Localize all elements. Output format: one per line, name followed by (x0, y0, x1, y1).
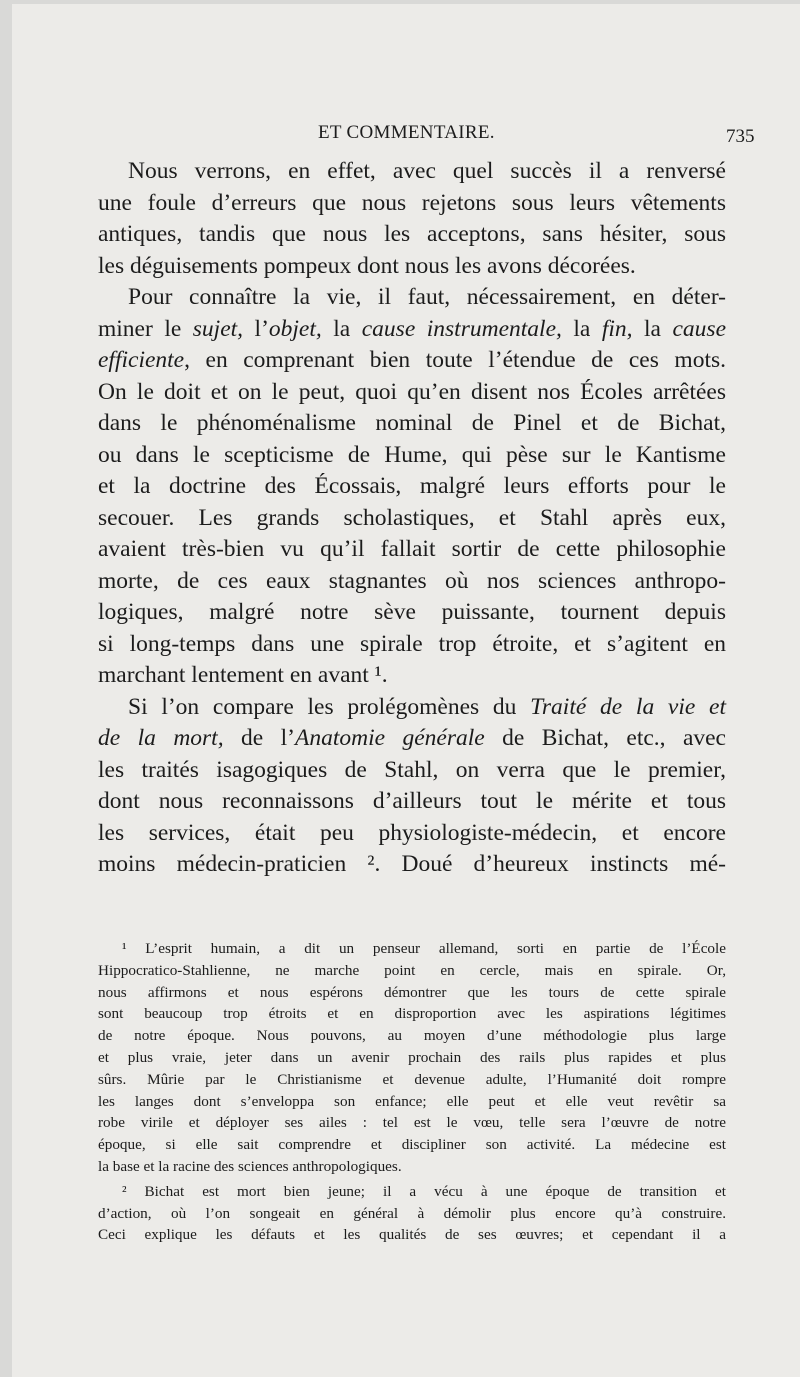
text-line: une foule d’erreurs que nous rejetons sous leurs vêtements (98, 189, 726, 216)
text-line: les services, était peu physiologiste-médecin, et encore (98, 819, 726, 846)
text-line: miner le sujet, l’objet, la cause instrumentale, la fin, la cause (98, 315, 727, 342)
paragraph-2 (98, 282, 726, 692)
text-line: Pour connaître la vie, il faut, nécessairement, en déter- (128, 284, 726, 310)
text-line: antiques, tandis que nous les acceptons, sans hésiter, sous (98, 221, 726, 247)
text-line: Si l’on compare les prolégomènes du Traité de la vie et (128, 693, 726, 720)
footnote-line: Hippocratico-Stahlienne, ne marche point en cercle, mais en spirale. Or, (98, 961, 726, 979)
text-line: logiques, malgré notre sève puissante, tournent depuis (98, 599, 726, 625)
text-line: dont nous reconnaissons d’ailleurs tout le mérite et tous (98, 788, 726, 814)
text-line: dans le phénoménalisme nominal de Pinel et de Bichat, (98, 410, 726, 436)
paragraph-1 (98, 156, 726, 282)
footnote-line: sûrs. Mûrie par le Christianisme et devenue adulte, l’Humanité doit rompre (98, 1070, 726, 1088)
footnotes (98, 938, 726, 1246)
footnote-line: nous affirmons et nous espérons démontrer que les tours de cette spirale (98, 983, 726, 1001)
footnote-line: de notre époque. Nous pouvons, au moyen d’une méthodologie plus large (98, 1027, 726, 1045)
text-line: si long-temps dans une spirale trop étroite, et s’agitent en (98, 630, 726, 657)
text-line: de la mort, de l’Anatomie générale de Bichat, etc., avec (98, 725, 726, 751)
text-line: ou dans le scepticisme de Hume, qui pèse sur le Kantisme (98, 441, 726, 468)
footnote-line: d’action, où l’on songeait en général à démolir plus encore qu’à construire. (98, 1204, 726, 1222)
text-line: morte, de ces eaux stagnantes où nos sciences anthropo- (98, 567, 726, 594)
page-number: 735 (726, 126, 755, 147)
running-head: ET COMMENTAIRE. (318, 122, 495, 143)
text-line: secouer. Les grands scholastiques, et Stahl après eux, (98, 504, 726, 531)
text-line: les déguisements pompeux dont nous les avons décorées. (98, 252, 636, 279)
footnote-line: la base et la racine des sciences anthropologiques. (98, 1157, 402, 1175)
footnote-2 (98, 1181, 726, 1246)
footnote-line: ¹ L’esprit humain, a dit un penseur allemand, sorti en partie de l’École (122, 940, 726, 957)
paragraph-3 (98, 692, 726, 881)
footnote-line: ² Bichat est mort bien jeune; il a vécu à une époque de transition et (122, 1182, 726, 1200)
footnote-line: les langes dont s’enveloppa son enfance; elle peut et elle veut revêtir sa (98, 1092, 726, 1110)
text-line: moins médecin-praticien ². Doué d’heureux instincts mé- (98, 851, 726, 877)
text-line: et la doctrine des Écossais, malgré leurs efforts pour le (98, 473, 726, 499)
text-line: Nous verrons, en effet, avec quel succès il a renversé (128, 158, 726, 184)
text-line: les traités isagogiques de Stahl, on verra que le premier, (98, 756, 726, 783)
main-text (98, 156, 726, 881)
text-line: avaient très-bien vu qu’il fallait sortir de cette philosophie (98, 536, 726, 562)
footnote-line: sont beaucoup trop étroits et en disproportion avec les aspirations légitimes (98, 1005, 726, 1023)
text-line: On le doit et on le peut, quoi qu’en disent nos Écoles arrêtées (98, 378, 726, 405)
footnote-ref: ¹. (374, 662, 388, 688)
text-line: efficiente, en comprenant bien toute l’étendue de ces mots. (98, 347, 726, 373)
footnote-line: époque, si elle sait comprendre et discipliner son activité. La médecine est (98, 1136, 726, 1154)
text-line: marchant lentement en avant ¹. (98, 662, 388, 688)
page-header (12, 122, 800, 152)
footnote-line: et plus vraie, jeter dans un avenir prochain des rails plus rapides et plus (98, 1048, 726, 1066)
footnote-1 (98, 938, 726, 1178)
footnote-line: robe virile et déployer ses ailes : tel est le vœu, telle sera l’œuvre de notre (98, 1114, 726, 1132)
footnote-line: Ceci explique les défauts et les qualités de ses œuvres; et cependant il a (98, 1226, 726, 1244)
